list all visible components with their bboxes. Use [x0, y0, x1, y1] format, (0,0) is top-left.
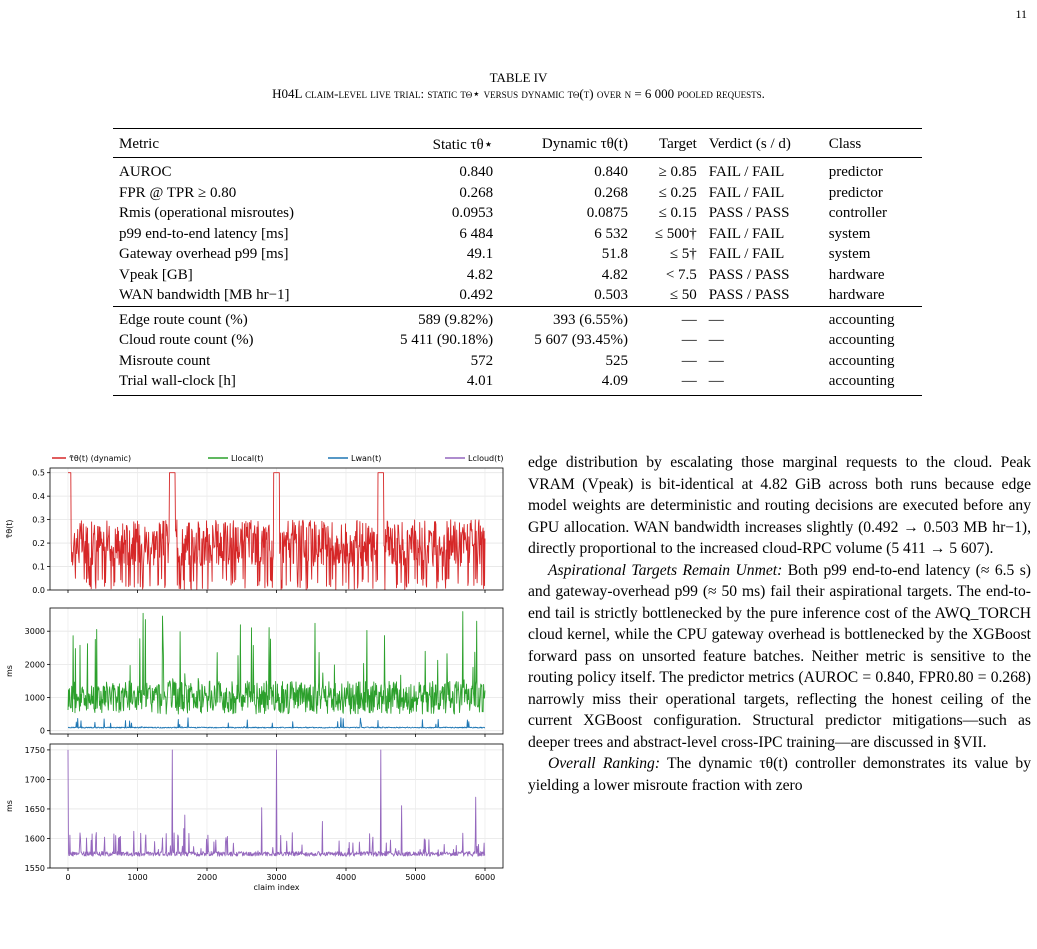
table-caption: [0, 70, 1037, 102]
table-row: [113, 203, 922, 224]
cell-metric: p99 end-to-end latency [ms]: [119, 225, 289, 242]
cell-static: 0.268: [459, 184, 494, 201]
panel-local-wan: [5, 608, 503, 737]
cell-verdict: —: [703, 371, 823, 395]
cell-verdict: FAIL / FAIL: [708, 164, 785, 180]
cell-static: 4.01: [365, 371, 499, 395]
table-title: H04L claim-level live trial: static τθ⋆ versus dynamic τθ(t) over n = 6 000 pooled requests.: [272, 86, 765, 101]
cell-class: accounting: [823, 306, 922, 330]
cell-static: 49.1: [466, 246, 494, 262]
y-axis-label: ms: [5, 665, 14, 677]
cell-dynamic: 5 607 (93.45%): [534, 332, 628, 348]
cell-class: system: [828, 225, 871, 242]
cell-metric: AUROC: [119, 164, 172, 180]
cell-verdict: PASS / PASS: [708, 287, 790, 303]
page-number: 11: [1015, 7, 1027, 21]
y-tick-label: 0.0: [32, 586, 45, 595]
cell-target: ≤ 50: [669, 287, 697, 303]
cell-metric: Trial wall-clock [h]: [113, 371, 365, 395]
paragraph: [528, 560, 1031, 754]
series-line: [68, 750, 485, 856]
y-tick-label: 1750: [24, 745, 45, 755]
body-text: [528, 452, 1031, 796]
table-row: [113, 158, 922, 183]
y-axis-label: ms: [5, 800, 14, 812]
cell-verdict: FAIL / FAIL: [708, 246, 785, 262]
y-tick-label: 0.5: [32, 468, 45, 478]
cell-metric: Edge route count (%): [113, 306, 365, 330]
cell-static: 4.82: [466, 266, 494, 283]
cell-target: ≤ 0.15: [658, 205, 697, 221]
cell-class: hardware: [828, 266, 885, 283]
col-header-class: Class: [823, 129, 922, 158]
cell-metric: WAN bandwidth [MB hr−1]: [119, 287, 290, 303]
cell-target: ≤ 500†: [654, 225, 697, 242]
x-tick-label: 0: [65, 873, 71, 882]
y-axis-label: τ̃θ(t): [5, 519, 14, 539]
cell-target: ≥ 0.85: [658, 164, 697, 180]
cell-target: —: [681, 332, 697, 348]
cell-target: ≤ 5†: [669, 246, 697, 262]
legend-label-tau: τ̃θ(t) (dynamic): [69, 454, 132, 463]
cell-class: accounting: [823, 371, 922, 395]
cell-verdict: —: [703, 306, 823, 330]
paragraph-text: Both p99 end-to-end latency (≈ 6.5 s) and gateway-overhead p99 (≈ 50 ms) fail their aspirational targets. The end-to-end tail is strictly bottlenecked by the pure inference cost of the AWQ_TORCH cloud kernel, while the CPU gateway overhead is bottlenecked by the XGBoost forward pass on unsorted feature batches. Neither metric is sensitive to the routing policy itself. The predictor metrics (AUROC = 0.840, FPR0.80 = 0.268) narrowly miss their operational targets, reflecting the honest ceiling of the current XGBoost configuration. Structural predictor mitigations—such as deeper trees and abstract-level cross-IPC training—are discussed in §VII.: [528, 561, 1031, 751]
cell-static: 572: [470, 352, 494, 369]
cell-dynamic: 393 (6.55%): [499, 306, 634, 330]
cell-dynamic: 4.82: [601, 266, 628, 283]
cell-class: controller: [828, 205, 888, 221]
cell-verdict: FAIL / FAIL: [708, 184, 785, 201]
paragraph: [528, 753, 1031, 796]
cell-dynamic: 51.8: [601, 246, 628, 262]
cell-metric: Cloud route count (%): [119, 332, 254, 348]
y-tick-label: 3000: [24, 627, 45, 637]
x-tick-label: 2000: [196, 873, 218, 882]
cell-verdict: PASS / PASS: [708, 205, 790, 221]
x-tick-label: 5000: [405, 873, 426, 882]
cell-dynamic: 0.268: [594, 184, 628, 201]
col-header-dynamic: Dynamic τθ(t): [499, 129, 634, 158]
legend-label-wan: Lwan(t): [351, 454, 382, 463]
cell-target: < 7.5: [665, 266, 697, 283]
y-tick-label: 0: [39, 726, 45, 736]
y-tick-label: 0.1: [32, 562, 45, 572]
legend-label-cloud: Lcloud(t): [468, 454, 504, 463]
col-header-metric: Metric: [113, 129, 365, 158]
cell-dynamic: 525: [605, 352, 628, 369]
panel-cloud: [5, 744, 503, 892]
chart-legend: [52, 454, 504, 463]
table-row: [113, 244, 922, 265]
y-tick-label: 1550: [24, 864, 45, 873]
table-row: [113, 183, 922, 204]
x-tick-label: 3000: [266, 873, 287, 882]
cell-static: 0.492: [459, 287, 494, 303]
cell-class: predictor: [828, 164, 883, 180]
col-header-target: Target: [634, 129, 703, 158]
y-tick-label: 1600: [24, 834, 45, 844]
cell-dynamic: 0.0875: [586, 205, 628, 221]
cell-dynamic: 6 532: [594, 225, 628, 242]
table-row: [113, 224, 922, 245]
cell-static: 5 411 (90.18%): [399, 332, 494, 348]
col-header-verdict: Verdict (s / d): [703, 129, 823, 158]
cell-verdict: PASS / PASS: [708, 266, 790, 283]
table-row: [113, 330, 922, 351]
y-tick-label: 1700: [24, 775, 45, 785]
table-row: [113, 351, 922, 372]
cell-static: 6 484: [459, 225, 494, 242]
cell-static: 0.840: [459, 164, 494, 180]
cell-static: 589 (9.82%): [365, 306, 499, 330]
cell-verdict: FAIL / FAIL: [708, 225, 785, 242]
table-row: [113, 285, 922, 306]
col-header-static: Static τθ⋆: [365, 129, 499, 158]
y-tick-label: 1650: [24, 804, 45, 814]
table-row: [113, 265, 922, 286]
legend-label-local: Llocal(t): [231, 454, 264, 463]
cell-class: hardware: [828, 287, 885, 303]
cell-metric: Misroute count: [119, 352, 211, 369]
cell-dynamic: 0.840: [594, 164, 628, 180]
x-tick-label: 6000: [474, 873, 496, 882]
y-tick-label: 1000: [24, 693, 45, 703]
cell-metric: Vpeak [GB]: [119, 266, 193, 283]
cell-static: 0.0953: [451, 205, 494, 221]
cell-metric: FPR @ TPR ≥ 0.80: [119, 184, 237, 201]
x-tick-label: 4000: [335, 873, 357, 882]
panel-tau: [5, 468, 503, 595]
x-axis-label: claim index: [253, 883, 300, 892]
cell-target: —: [634, 306, 703, 330]
cell-target: —: [681, 352, 697, 369]
y-tick-label: 0.3: [32, 515, 45, 525]
cell-dynamic: 0.503: [594, 287, 628, 303]
cell-metric: Rmis (operational misroutes): [119, 205, 294, 221]
paragraph-heading: Aspirational Targets Remain Unmet:: [548, 561, 783, 579]
paragraph-text: The dynamic τθ(t) controller demonstrates its value by yielding a lower misroute fraction with zero: [528, 755, 1031, 794]
table-row: [113, 371, 922, 395]
cell-class: accounting: [828, 332, 895, 348]
cell-class: accounting: [828, 352, 895, 369]
y-tick-label: 2000: [24, 660, 45, 670]
table-number: TABLE IV: [489, 70, 548, 85]
cell-verdict: —: [708, 352, 724, 369]
results-table: [113, 128, 922, 396]
cell-verdict: —: [708, 332, 724, 348]
latency-figure: [0, 448, 505, 908]
paragraph-heading: Overall Ranking:: [548, 755, 661, 772]
x-tick-label: 1000: [127, 873, 148, 882]
cell-dynamic: 4.09: [499, 371, 634, 395]
cell-target: ≤ 0.25: [658, 184, 697, 201]
y-tick-label: 0.4: [32, 492, 45, 502]
cell-class: system: [828, 246, 871, 262]
cell-target: —: [634, 371, 703, 395]
cell-class: predictor: [828, 184, 883, 201]
paragraph: edge distribution by escalating those marginal requests to the cloud. Peak VRAM (Vpeak) is bit-identical at 4.82 GiB across both runs because edge model weights are deterministic and routing decisions are executed before any GPU allocation. WAN bandwidth increases slightly (0.492 → 0.503 MB hr−1), directly proportional to the increased cloud-RPC volume (5 411 → 5 607).: [528, 454, 1031, 557]
table-row: [113, 306, 922, 330]
y-tick-label: 0.2: [32, 539, 45, 549]
table-header-row: [113, 129, 922, 158]
cell-metric: Gateway overhead p99 [ms]: [119, 246, 289, 262]
